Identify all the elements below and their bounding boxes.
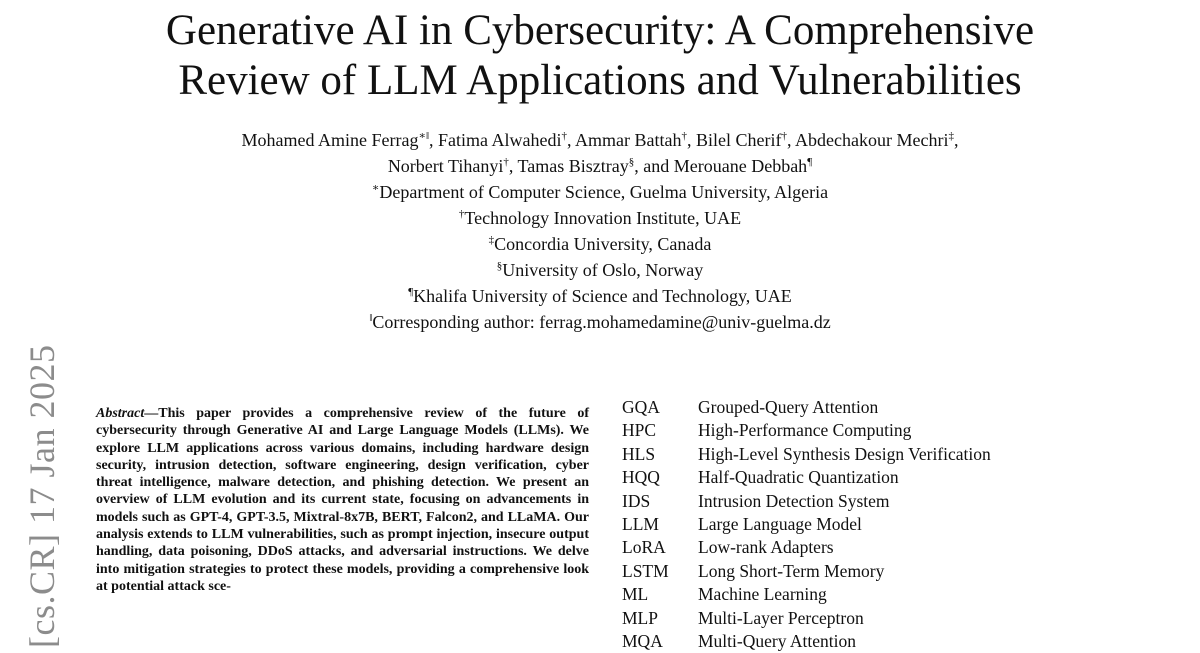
acronym-abbr: HPC xyxy=(622,420,657,441)
author-affiliation-mark: † xyxy=(781,130,788,142)
affiliation-text: Concordia University, Canada xyxy=(494,234,712,254)
acronym-abbr: HQQ xyxy=(622,467,660,488)
affiliation-mark: ¶ xyxy=(408,286,414,298)
acronym-abbr: LoRA xyxy=(622,537,666,558)
acronym-definition: High-Performance Computing xyxy=(698,420,912,441)
affiliation-text: University of Oslo, Norway xyxy=(502,260,704,280)
acronym-definition: Large Language Model xyxy=(698,514,862,535)
author-name: Bilel Cherif xyxy=(696,130,782,150)
acronym-abbr: LSTM xyxy=(622,560,669,581)
acronym-definition: Multi-Query Attention xyxy=(698,631,856,652)
author-block xyxy=(0,127,1200,335)
affiliation-line xyxy=(0,231,1200,257)
acronym-row xyxy=(622,490,991,513)
affiliation-text: Technology Innovation Institute, UAE xyxy=(464,208,742,228)
acronym-row xyxy=(622,536,991,559)
acronym-row xyxy=(622,583,991,606)
author-affiliation-mark: ‡ xyxy=(948,130,954,142)
affiliation-line xyxy=(0,309,1200,335)
author-list xyxy=(0,127,1200,179)
affiliation-text: Corresponding author: ferrag.mohamedamine@univ-guelma.dz xyxy=(372,312,831,332)
author-separator: , xyxy=(429,130,439,150)
author-affiliation-mark: † xyxy=(561,130,568,142)
author-affiliation-mark: † xyxy=(503,156,509,168)
acronym-definition: Machine Learning xyxy=(698,584,827,605)
author-name: Mohamed Amine Ferrag xyxy=(241,130,419,150)
affiliation-text: Khalifa University of Science and Technology, UAE xyxy=(413,286,792,306)
acronym-row xyxy=(622,607,991,630)
acronym-definition: Low-rank Adapters xyxy=(698,537,834,558)
acronym-abbr: IDS xyxy=(622,490,651,511)
author-affiliation-mark: † xyxy=(681,130,688,142)
affiliation-mark: ∗ xyxy=(371,182,380,194)
acronym-definition: Multi-Layer Perceptron xyxy=(698,607,864,628)
author-affiliation-mark: § xyxy=(628,156,635,168)
affiliation-text: Department of Computer Science, Guelma University, Algeria xyxy=(379,182,829,202)
acronym-abbr: LLM xyxy=(622,514,659,535)
acronym-row xyxy=(622,630,991,653)
author-separator: , xyxy=(953,130,959,150)
affiliation-line xyxy=(0,257,1200,283)
author-separator: , xyxy=(687,130,697,150)
affiliation-mark: § xyxy=(496,260,503,272)
author-separator: , xyxy=(567,130,576,150)
acronym-abbr: HLS xyxy=(622,443,656,464)
author-name: Tamas Bisztray xyxy=(517,156,629,176)
acronym-definition: Intrusion Detection System xyxy=(698,490,890,511)
acronym-abbr: ML xyxy=(622,584,649,605)
author-affiliation-mark: ∗‖ xyxy=(418,130,430,142)
author-name: Norbert Tihanyi xyxy=(387,156,504,176)
affiliation-list xyxy=(0,179,1200,335)
title-line-2: Review of LLM Applications and Vulnerabilities xyxy=(178,57,1022,104)
acronym-definition: Half-Quadratic Quantization xyxy=(698,467,899,488)
affiliation-line xyxy=(0,179,1200,205)
abstract xyxy=(96,405,589,595)
acronym-row xyxy=(622,419,991,442)
affiliation-line xyxy=(0,205,1200,231)
acronym-definition: High-Level Synthesis Design Verification xyxy=(698,443,991,464)
acronym-abbr: GQA xyxy=(622,397,660,417)
acronym-row xyxy=(622,560,991,583)
acronym-row xyxy=(622,443,991,466)
acronym-definition: Long Short-Term Memory xyxy=(698,560,885,581)
title-line-1: Generative AI in Cybersecurity: A Comprehensive xyxy=(165,7,1035,54)
author-name: Abdechakour Mechri xyxy=(795,130,949,150)
acronym-table xyxy=(622,396,991,653)
affiliation-mark: ‡ xyxy=(488,234,495,246)
acronym-abbr: MQA xyxy=(622,631,663,652)
acronym-definition: Grouped-Query Attention xyxy=(698,397,879,417)
author-separator: , xyxy=(787,130,796,150)
arxiv-stamp: [cs.CR] 17 Jan 2025 xyxy=(22,344,62,648)
author-separator: , and xyxy=(634,156,674,176)
abstract-text: —This paper provides a comprehensive review of the future of cybersecurity through Generative AI and Large Language Models (LLMs). We explore LLM applications across various domains, including hardware design security, intrusion detection, software engineering, design verification, cyber threat intelligence, malware detection, and phishing detection. We present an overview of LLM evolution and its current state, focusing on advancements in models such as GPT-4, GPT-3.5, Mixtral-8x7B, BERT, Falcon2, and LLaMA. Our analysis extends to LLM vulnerabilities, such as prompt injection, insecure output handling, data poisoning, DDoS attacks, and adversarial instructions. We delve into mitigation strategies to protect these models, providing a comprehensive look at potential attack sce- xyxy=(96,406,589,594)
author-name: Ammar Battah xyxy=(575,130,682,150)
author-name: Fatima Alwahedi xyxy=(438,130,562,150)
abstract-lead: Abstract xyxy=(96,406,145,421)
acronym-row xyxy=(622,466,991,489)
paper-title xyxy=(0,6,1200,106)
author-name: Merouane Debbah xyxy=(673,156,808,176)
affiliation-line xyxy=(0,283,1200,309)
affiliation-mark: † xyxy=(458,208,465,220)
acronym-abbr: MLP xyxy=(622,607,658,628)
author-affiliation-mark: ¶ xyxy=(807,156,813,168)
acronym-row xyxy=(622,396,991,419)
affiliation-mark: ‖ xyxy=(369,312,373,324)
author-separator: , xyxy=(508,156,518,176)
acronym-row xyxy=(622,513,991,536)
